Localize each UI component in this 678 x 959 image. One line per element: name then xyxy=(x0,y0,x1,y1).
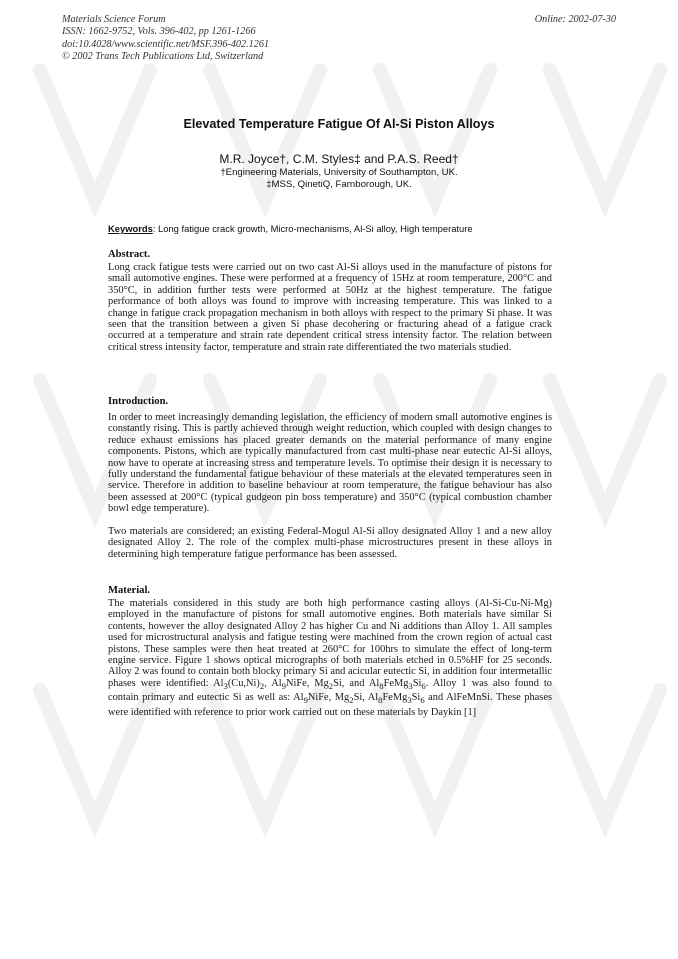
material-text-segment: (Cu,Ni) xyxy=(227,677,260,689)
introduction-paragraph-2: Two materials are considered; an existing Federal-Mogul Al-Si alloy designated Alloy 1 and a new alloy designated Alloy 2. The role of the complex multi-phase microstructures present in these alloys in determining high temperature fatigue performance has been assessed. xyxy=(108,526,552,560)
material-text-segment: NiFe, Mg xyxy=(307,692,350,704)
material-text xyxy=(108,598,552,718)
keywords-text: : Long fatigue crack growth, Micro-mechanisms, Al-Si alloy, High temperature xyxy=(152,223,473,234)
subscript: 6 xyxy=(421,680,426,691)
material-text-segment: and AlFeMnSi. These phases were identified with reference to prior work carried out on these materials by Daykin [1] xyxy=(108,692,552,718)
affiliation-qinetiq: ‡MSS, QinetiQ, Farnborough, UK. xyxy=(266,179,412,190)
abstract-text: Long crack fatigue tests were carried out on two cast Al-Si alloys used in the manufacture of pistons for small automotive engines. These were performed at a frequency of 15Hz at room temperature, 200°C and 350°C, in addition further tests were performed at 50Hz at the highest temperature. The fatigue performance of both alloys was found to improve with increasing temperature. This was linked to a change in fatigue crack propagation mechanism in both alloys with respect to the primary Si phase. It was seen that the transition between a given Si phase decohering or fracturing ahead of a fatigue crack occurred at a temperature and strain rate dependent critical stress intensity factor. The relation between critical stress intensity factor, temperature and strain rate differentiated the two materials studied. xyxy=(108,262,552,353)
material-text-segment: FeMg xyxy=(383,677,409,689)
subscript: 8 xyxy=(378,695,383,706)
affiliation-southampton: †Engineering Materials, University of Southampton, UK. xyxy=(220,167,458,178)
material-text-segment: The materials considered in this study are both high performance casting alloys (Al-Si-Cu-Ni-Mg) employed in the manufacture of pistons for small automotive engines. Both materials have similar Si contents, however the alloy designated Alloy 2 has higher Cu and Ni additions than Alloy 1. All samples used for microstructural analysis and fatigue testing were machined from the crown region of actual cast pistons. These samples were then heat treated at 260°C for 100hrs to simulate the effect of long-term engine service. Figure 1 shows optical micrographs of both materials etched in 0.5%HF for 25 seconds. Alloy 2 was found to contain both blocky primary Si and acicular eutectic Si, in addition four intermetallic phases were identified: Al xyxy=(108,598,552,689)
copyright-line: © 2002 Trans Tech Publications Ltd, Switzerland xyxy=(62,51,264,63)
issn-line: ISSN: 1662-9752, Vols. 396-402, pp 1261-1266 xyxy=(62,26,256,38)
keywords-line xyxy=(108,223,568,234)
journal-name: Materials Science Forum xyxy=(62,14,166,25)
abstract-heading: Abstract. xyxy=(108,249,151,260)
introduction-paragraph-1: In order to meet increasingly demanding legislation, the efficiency of modern small automotive engines is constantly rising. This is partly achieved through weight reduction, which coupled with design changes to reduce exhaust emissions has placed greater demands on the material performance of many engine components. Pistons, which are typically manufactured from cast multi-phase near eutectic Al-Si alloys, now have to operate at increasing stress and temperature levels. To optimise their design it is necessary to fully understand the fundamental fatigue behaviour of these materials at the elevated temperatures seen in service. Therefore in addition to baseline behaviour at room temperature, the fatigue behaviour has also been assessed at 200°C (typical gudgeon pin boss temperature) and 350°C (typical combustion chamber bowl edge temperature). xyxy=(108,412,552,515)
journal-header xyxy=(62,14,269,64)
doi-link[interactable]: doi:10.4028/www.scientific.net/MSF.396-402.1261 xyxy=(62,38,270,50)
keywords-label: Keywords xyxy=(108,223,153,234)
subscript: 6 xyxy=(420,695,425,706)
subscript: 9 xyxy=(303,695,308,706)
material-text-segment: Si xyxy=(411,692,421,704)
material-text-segment: NiFe, Mg xyxy=(285,677,329,689)
material-text-segment: Si, and Al xyxy=(333,677,380,689)
author-list: M.R. Joyce†, C.M. Styles‡ and P.A.S. Reed† xyxy=(219,152,459,166)
subscript: 2 xyxy=(328,680,334,691)
material-heading: Material. xyxy=(108,585,151,596)
material-text-segment: Si xyxy=(412,677,422,689)
material-text-segment: FeMg xyxy=(382,692,408,704)
online-date: Online: 2002-07-30 xyxy=(534,14,616,25)
subscript: 2 xyxy=(259,680,265,691)
material-text-segment: . Alloy 1 was also found to contain primary and eutectic Si as well as: Al xyxy=(108,677,552,704)
subscript: 9 xyxy=(281,680,286,691)
subscript: 2 xyxy=(349,695,354,706)
subscript: 3 xyxy=(407,695,412,706)
paper-title: Elevated Temperature Fatigue Of Al-Si Piston Alloys xyxy=(183,117,495,131)
material-text-segment: Si, Al xyxy=(353,692,379,704)
subscript: 8 xyxy=(379,680,384,691)
material-text-segment: , Al xyxy=(264,677,282,689)
subscript: 3 xyxy=(408,680,413,691)
subscript: 3 xyxy=(223,680,228,691)
introduction-heading: Introduction. xyxy=(108,396,169,407)
